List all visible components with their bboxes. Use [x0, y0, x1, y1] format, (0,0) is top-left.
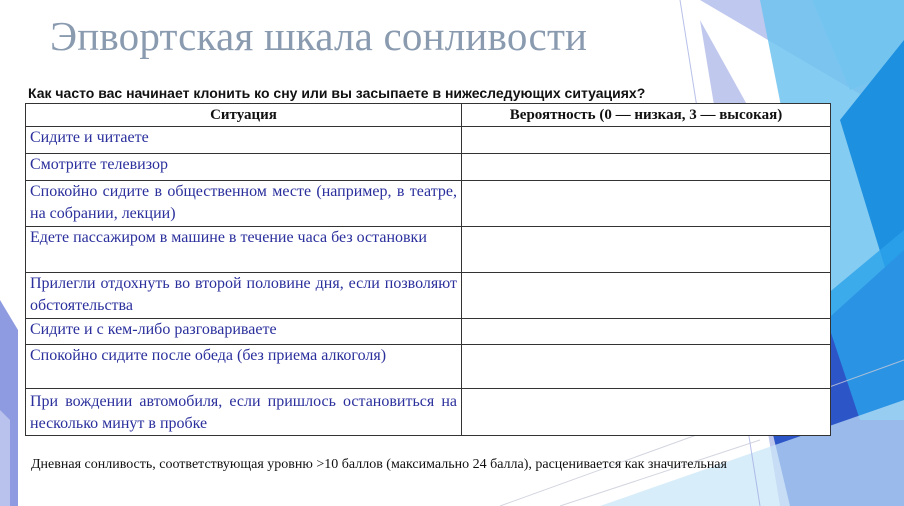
table-row: [26, 227, 831, 273]
situation-cell: Сидите и с кем-либо разговариваете: [26, 319, 462, 345]
epworth-table: [25, 103, 831, 436]
table-row: [26, 154, 831, 181]
footnote: Дневная сонливость, соответствующая уровню >10 баллов (максимально 24 балла), расценивается как значительная: [31, 457, 727, 472]
situation-cell: Прилегли отдохнуть во второй половине дня, если позволяют обстоятельства: [26, 273, 462, 319]
probability-cell[interactable]: [462, 127, 831, 154]
question-text: Как часто вас начинает клонить ко сну или вы засыпаете в нижеследующих ситуациях?: [28, 85, 646, 101]
probability-cell[interactable]: [462, 181, 831, 227]
table-row: [26, 273, 831, 319]
table-row: [26, 127, 831, 154]
probability-cell[interactable]: [462, 227, 831, 273]
page-title: Эпвортская шкала сонливости: [50, 13, 588, 59]
table-row: [26, 345, 831, 389]
table-header-row: [26, 104, 831, 127]
situation-cell: Смотрите телевизор: [26, 154, 462, 181]
probability-cell[interactable]: [462, 345, 831, 389]
header-probability: Вероятность (0 — низкая, 3 — высокая): [462, 104, 831, 127]
situation-cell: Спокойно сидите в общественном месте (например, в театре, на собрании, лекции): [26, 181, 462, 227]
deco-shape-left-light: [0, 410, 10, 506]
situation-cell: Сидите и читаете: [26, 127, 462, 154]
probability-cell[interactable]: [462, 389, 831, 436]
table-row: [26, 319, 831, 345]
situation-cell: При вождении автомобиля, если пришлось остановиться на несколько минут в пробке: [26, 389, 462, 436]
probability-cell[interactable]: [462, 273, 831, 319]
probability-cell[interactable]: [462, 154, 831, 181]
header-situation: Ситуация: [26, 104, 462, 127]
situation-cell: Спокойно сидите после обеда (без приема алкоголя): [26, 345, 462, 389]
table-row: [26, 389, 831, 436]
probability-cell[interactable]: [462, 319, 831, 345]
table-row: [26, 181, 831, 227]
situation-cell: Едете пассажиром в машине в течение часа без остановки: [26, 227, 462, 273]
